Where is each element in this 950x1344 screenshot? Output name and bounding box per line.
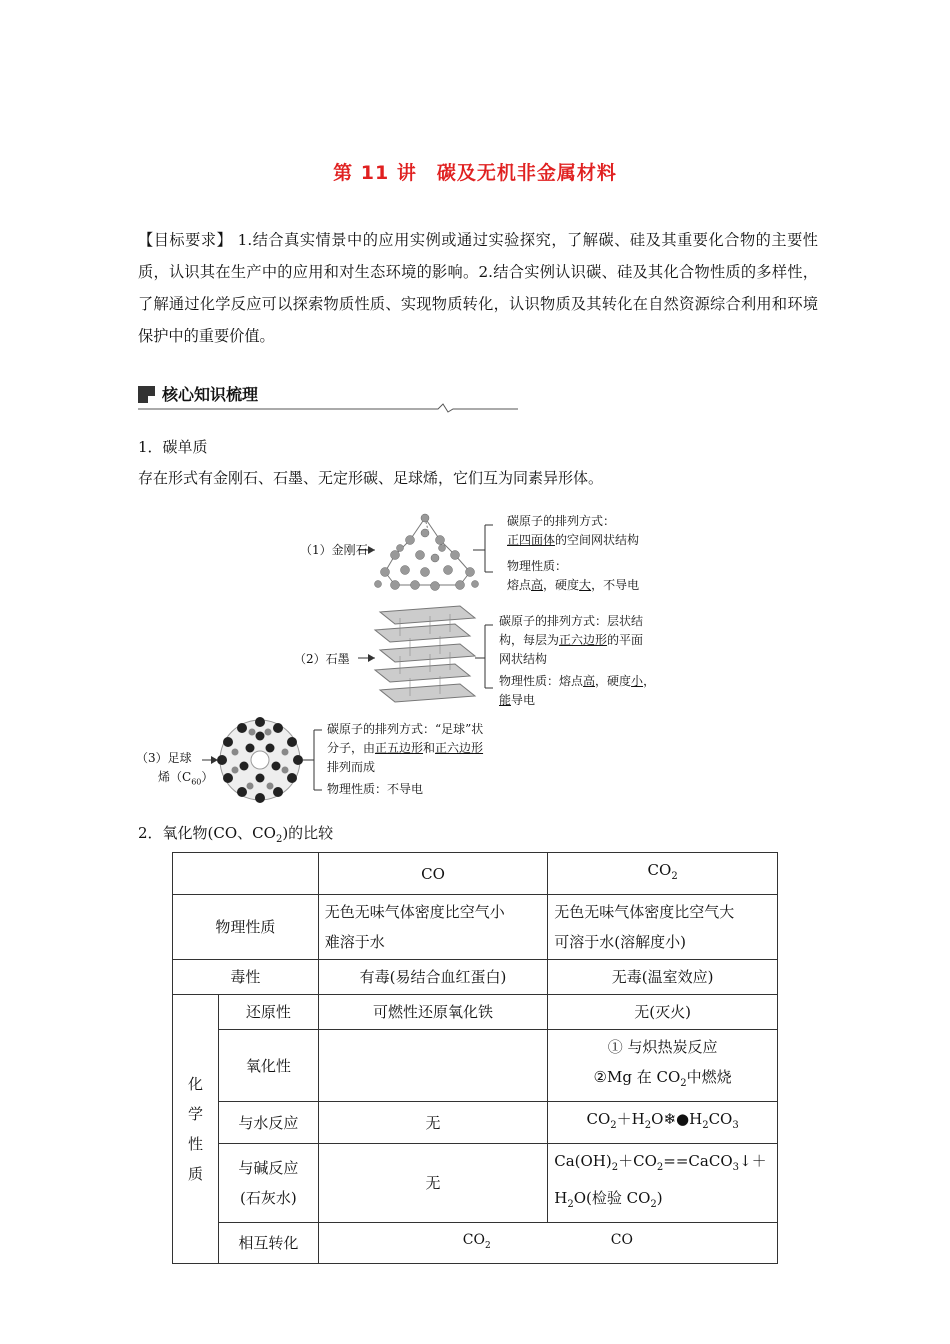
conv-left-a: CO: [462, 1232, 485, 1248]
c60-label-sub: 60: [191, 777, 202, 787]
diamond-bracket: [473, 525, 493, 572]
row-label-physical: 物理性质: [173, 895, 319, 960]
ox-co2-2b: 中燃烧: [686, 1068, 732, 1086]
w-sub4: 3: [732, 1120, 739, 1131]
conv-left: [463, 1225, 491, 1261]
section-underline: [138, 402, 518, 414]
diamond-arrangement-title: 碳原子的排列方式：: [507, 514, 616, 528]
c60-arr-2u2: 正六边形: [435, 741, 484, 755]
table-corner-cell: [173, 853, 319, 895]
row-label-conversion: 相互转化: [218, 1223, 318, 1264]
graphite-phys-1c: ，: [643, 674, 656, 688]
phys-co-1: 无色无味气体密度比空气小: [324, 903, 505, 921]
w-a: CO: [586, 1110, 611, 1128]
s2-heading-a: 2．氧化物(CO、CO: [138, 824, 276, 842]
c60-label: [136, 749, 213, 791]
cell-oxidizing-co: [318, 1030, 547, 1102]
graphite-arr-2u: 正六边形: [559, 633, 608, 647]
graphite-bracket: [475, 625, 493, 688]
base-label-2: (石灰水): [239, 1189, 297, 1207]
w-sub3: 2: [702, 1120, 709, 1131]
w-e: CO: [708, 1110, 733, 1128]
diamond-structure-image: [375, 514, 479, 591]
c60-bracket: [302, 730, 322, 790]
graphite-phys-2b: 导电: [511, 693, 536, 707]
w-c: O: [651, 1110, 664, 1128]
cell-water-co: 无: [318, 1102, 547, 1144]
section-heading-text: 核心知识梳理: [162, 385, 259, 404]
learning-goals: [138, 224, 818, 352]
graphite-arr-3: 网状结构: [499, 652, 548, 666]
graphite-phys-2u: 能: [499, 693, 512, 707]
c60-arr-1: 碳原子的排列方式：“足球”状: [327, 722, 484, 736]
c60-label-end: ）: [201, 770, 214, 784]
cell-water-co2: [548, 1102, 778, 1144]
conv-left-sub: 2: [485, 1240, 491, 1251]
cell-physical-co2: [548, 895, 778, 960]
phys-co2-1: 无色无味气体密度比空气大: [554, 903, 735, 921]
w-b: ＋H: [616, 1110, 645, 1128]
cell-toxicity-co2: 无毒(温室效应): [548, 960, 778, 995]
row-label-oxidizing: 氧化性: [218, 1030, 318, 1102]
c60-label-1: （3）足球: [136, 751, 192, 765]
table-row: [173, 895, 778, 960]
s2-heading-b: )的比较: [282, 824, 334, 842]
row-label-base: [218, 1144, 318, 1223]
graphite-phys-1u2: 小: [631, 674, 644, 688]
oxide-comparison-table: [172, 852, 778, 1264]
b-2b: O(检验 CO: [573, 1189, 651, 1207]
diamond-phys-b-u: 大: [579, 578, 592, 592]
table-row: [173, 1030, 778, 1102]
graphite-phys-1a: 物理性质：熔点: [499, 674, 584, 688]
row-label-reducing: 还原性: [218, 995, 318, 1030]
diamond-arrangement-rest: 的空间网状结构: [555, 533, 640, 547]
goals-text: 1.结合真实情景中的应用实例或通过实验探究，了解碳、硅及其重要化合物的主要性质，认识其在生产中的应用和对生态环境的影响。2.结合实例认识碳、硅及其化合物性质的多样性，了解通过化学反应可以探索物质性质、实现物质转化，认识物质及其转化在自然资源综合利用和环境保护中的重要价值。: [138, 231, 818, 345]
section-2-heading: [138, 822, 333, 845]
row-label-chemical: [173, 995, 219, 1264]
diamond-label: （1）金刚石: [300, 543, 368, 557]
s2-heading-sub: 2: [275, 834, 283, 845]
cell-physical-co: [318, 895, 547, 960]
row-label-water: 与水反应: [218, 1102, 318, 1144]
chem-label-2: 性: [187, 1134, 203, 1153]
chem-label-0: 化: [187, 1074, 203, 1093]
section-heading: [138, 380, 518, 412]
diamond-physical: [507, 557, 639, 595]
diamond-phys-a: 熔点: [507, 578, 532, 592]
chem-label-3: 质: [187, 1164, 203, 1183]
base-label-1: 与碱反应: [238, 1159, 299, 1177]
header-co2-sub: 2: [671, 871, 678, 882]
c60-arr-2b: 和: [423, 741, 436, 755]
cell-toxicity-co: 有毒(易结合血红蛋白): [318, 960, 547, 995]
graphite-label: （2）石墨: [294, 652, 350, 666]
header-co: CO: [318, 853, 547, 895]
table-row: [173, 1102, 778, 1144]
diamond-physical-title: 物理性质：: [507, 559, 568, 573]
c60-arrangement: [327, 720, 483, 777]
c60-arr-3: 排列而成: [327, 760, 376, 774]
table-row: [173, 1223, 778, 1264]
b-1c: ==CaCO: [663, 1152, 733, 1170]
table-row: [173, 1144, 778, 1223]
b-2sub: 2: [567, 1199, 574, 1210]
w-sub2: 2: [644, 1120, 652, 1131]
graphite-arr-2b: 的平面: [607, 633, 644, 647]
b-1sub3: 3: [732, 1162, 739, 1173]
graphite-structure-image: [375, 606, 475, 702]
ox-co2-2sub: 2: [680, 1078, 687, 1089]
b-2sub2: 2: [650, 1199, 657, 1210]
b-1sub2: 2: [656, 1162, 664, 1173]
diamond-phys-c: ，不导电: [591, 578, 640, 592]
header-co2: [548, 853, 778, 895]
graphite-arr-2a: 构，每层为: [499, 633, 560, 647]
diamond-phys-a-u: 高: [531, 578, 544, 592]
ox-co2-2a: ②Mg 在 CO: [593, 1068, 681, 1086]
b-1a: Ca(OH): [554, 1152, 612, 1170]
goals-tag: 【目标要求】: [138, 231, 233, 249]
cell-reducing-co2: 无(灭火): [548, 995, 778, 1030]
conv-right: CO: [610, 1232, 633, 1248]
table-row: [173, 995, 778, 1030]
graphite-phys-1u: 高: [583, 674, 596, 688]
section-1-heading: 1．碳单质: [138, 438, 208, 456]
section-square-icon: [138, 386, 155, 403]
graphite-arr-1: 碳原子的排列方式：层状结: [499, 614, 644, 628]
c60-structure-image: [217, 717, 303, 803]
diamond-arrangement-underlined: 正四面体: [507, 533, 556, 547]
chem-label-1: 学: [187, 1104, 203, 1123]
c60-label-2: 烯（C: [158, 770, 192, 784]
b-1d: ↓＋: [739, 1152, 767, 1170]
diamond-phys-b: ，硬度: [543, 578, 580, 592]
table-row: [173, 960, 778, 995]
cell-conversion: [318, 1223, 777, 1264]
cell-oxidizing-co2: [548, 1030, 778, 1102]
b-2a: H: [554, 1189, 568, 1207]
c60-physical: 物理性质：不导电: [327, 782, 424, 796]
graphite-phys-1b: ，硬度: [595, 674, 632, 688]
b-1sub1: 2: [611, 1162, 619, 1173]
phys-co2-2: 可溶于水(溶解度小): [554, 933, 686, 951]
graphite-physical: [499, 672, 655, 710]
b-2c: ): [656, 1189, 663, 1207]
table-header-row: [173, 853, 778, 895]
c60-arr-2u: 正五边形: [375, 741, 424, 755]
w-d: H: [689, 1110, 703, 1128]
w-sub1: 2: [610, 1120, 617, 1131]
diamond-arrangement: [507, 512, 639, 550]
b-1b: ＋CO: [618, 1152, 657, 1170]
c60-arr-2a: 分子，由: [327, 741, 376, 755]
cell-base-co: 无: [318, 1144, 547, 1223]
ox-co2-1: ① 与炽热炭反应: [607, 1038, 718, 1056]
graphite-arrangement: [499, 612, 643, 669]
reversible-arrow-icon: ❄●: [663, 1110, 690, 1128]
page-title: 第 11 讲 碳及无机非金属材料: [333, 162, 617, 184]
cell-reducing-co: 可燃性还原氧化铁: [318, 995, 547, 1030]
cell-base-co2: [548, 1144, 778, 1223]
header-co2-a: CO: [647, 861, 672, 879]
section-1-text: 存在形式有金刚石、石墨、无定形碳、足球烯，它们互为同素异形体。: [138, 469, 604, 487]
phys-co-2: 难溶于水: [324, 933, 385, 951]
row-label-toxicity: 毒性: [173, 960, 319, 995]
